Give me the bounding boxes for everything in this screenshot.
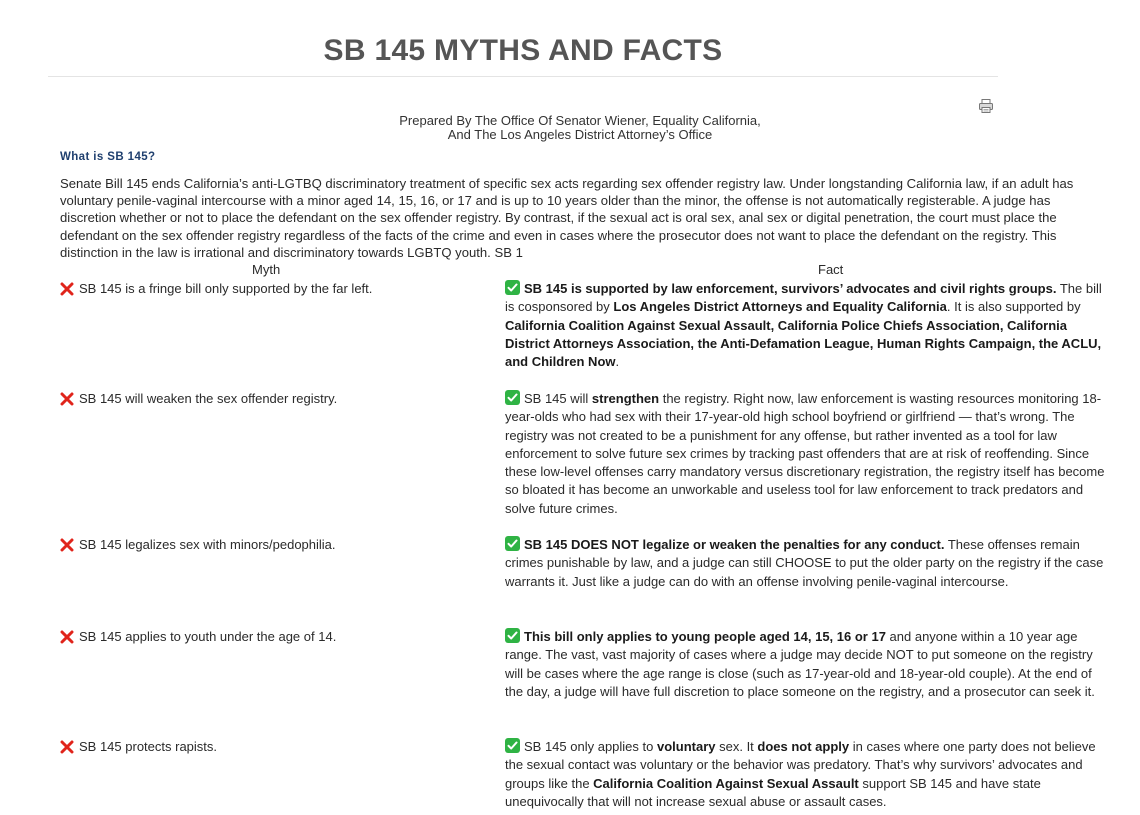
fact-text: SB 145 will	[524, 391, 592, 406]
myth-cell	[60, 390, 470, 408]
prepared-by	[300, 114, 860, 142]
myth-column-header: Myth	[252, 262, 281, 277]
fact-bold-text: California Coalition Against Sexual Assault, California Police Chiefs Association, California District Attorneys Association, the Anti-Defamation League, Human Rights Campaign, the ACLU, and Children Now	[505, 317, 1102, 370]
fact-cell	[505, 628, 1105, 701]
fact-bold-text: strengthen	[591, 391, 660, 406]
fact-text: in cases where one party does not believe the sexual contact was voluntary or the behavior was predatory. That’s why survivors’ advocates and groups like the	[505, 739, 1096, 791]
red-x-icon	[60, 630, 74, 644]
fact-text: SB 145 only applies to	[524, 739, 657, 754]
red-x-icon	[60, 740, 74, 754]
myth-text: SB 145 will weaken the sex offender registry.	[79, 391, 338, 406]
page-title: SB 145 MYTHS AND FACTS	[323, 34, 723, 67]
fact-bold-text: does not apply	[757, 739, 850, 754]
green-check-icon	[505, 628, 520, 643]
red-x-icon	[60, 282, 74, 296]
green-check-icon	[505, 738, 520, 753]
fact-cell	[505, 738, 1105, 811]
fact-cell	[505, 536, 1105, 591]
fact-text: These offenses remain crimes punishable by law, and a judge can still CHOOSE to put the older party on the registry if the case warrants it. Just like a judge can do with an offense involving penile-vaginal intercourse.	[505, 537, 1104, 589]
myth-cell	[60, 536, 470, 554]
prepared-line-1: Prepared By The Office Of Senator Wiener, Equality California,	[399, 113, 761, 128]
myth-text: SB 145 protects rapists.	[79, 739, 218, 754]
fact-text: . It is also supported by	[946, 299, 1081, 315]
myth-text: SB 145 applies to youth under the age of 14.	[79, 629, 337, 644]
section-heading: What is SB 145?	[60, 151, 156, 163]
fact-bold-text: Los Angeles District Attorneys and Equality California	[613, 299, 947, 315]
fact-bold-text: SB 145 DOES NOT legalize or weaken the penalties for any conduct.	[524, 537, 945, 552]
fact-text: sex. It	[715, 739, 758, 754]
green-check-icon	[505, 280, 520, 295]
fact-bold-text: voluntary	[656, 739, 716, 754]
fact-bold-text: This bill only applies to young people aged 14, 15, 16 or 17	[524, 629, 886, 644]
fact-text: support SB 145 and have state unequivocally that will not increase sexual abuse or assault cases.	[505, 775, 1041, 809]
intro-paragraph: Senate Bill 145 ends California’s anti-LGTBQ discriminatory treatment of specific sex acts regarding sex offender registry law. Under longstanding California law, if an adult has voluntary penile-vaginal intercourse with a minor aged 14, 15, 16, or 17 and is up to 10 years older than the minor, the offense is not automatically registerable. A judge has discretion whether or not to place the defendant on the sex offender registry. By contrast, if the sexual act is oral sex, anal sex or digital penetration, the court must place the defendant on the sex offender registry regardless of the facts of the crime and even in cases where the prosecutor does not want to place the defendant on the registry. This distinction in the law is irrational and discriminatory towards LGBTQ youth. SB 1	[60, 176, 1074, 260]
myth-cell	[60, 628, 470, 646]
title-divider	[48, 76, 998, 77]
green-check-icon	[505, 536, 520, 551]
fact-bold-text: SB 145 is supported by law enforcement, survivors’ advocates and civil rights groups.	[524, 281, 1057, 296]
fact-text: and anyone within a 10 year age range. The vast, vast majority of cases where a judge may decide NOT to put someone on the registry will be cases where the age range is close (such as 17-year-old and 18-year-old couple). At the end of the day, a judge will have full discretion to place someone on the registry, and a prosecutor can seek it.	[505, 629, 1095, 699]
myth-cell	[60, 738, 470, 756]
red-x-icon	[60, 538, 74, 552]
printer-icon[interactable]	[978, 98, 994, 114]
green-check-icon	[505, 390, 520, 405]
fact-cell	[505, 390, 1105, 518]
myth-text: SB 145 legalizes sex with minors/pedophilia.	[79, 537, 336, 552]
fact-text: the registry. Right now, law enforcement is wasting resources monitoring 18-year-olds who had sex with their 17-year-old high school boyfriend or girlfriend — that’s wrong. The registry was not created to be a punishment for any offense, but rather invented as a tool for law enforcement to solve future sex crimes by tracking past offenders that are at risk of reoffending. Since these low-level offenses carry mandatory versus discretionary registration, the registry itself has become so bloated it has become an unworkable and useless tool for law enforcement to track predators and solve future crimes.	[505, 391, 1105, 516]
prepared-line-2: And The Los Angeles District Attorney’s Office	[447, 127, 713, 142]
fact-column-header: Fact	[818, 262, 844, 277]
fact-cell	[505, 280, 1105, 371]
fact-bold-text: California Coalition Against Sexual Assault	[593, 775, 859, 791]
myth-cell	[60, 280, 470, 298]
fact-text: .	[615, 354, 620, 370]
myth-text: SB 145 is a fringe bill only supported by the far left.	[79, 281, 373, 296]
red-x-icon	[60, 392, 74, 406]
fact-text: The bill is cosponsored by	[505, 281, 1102, 315]
